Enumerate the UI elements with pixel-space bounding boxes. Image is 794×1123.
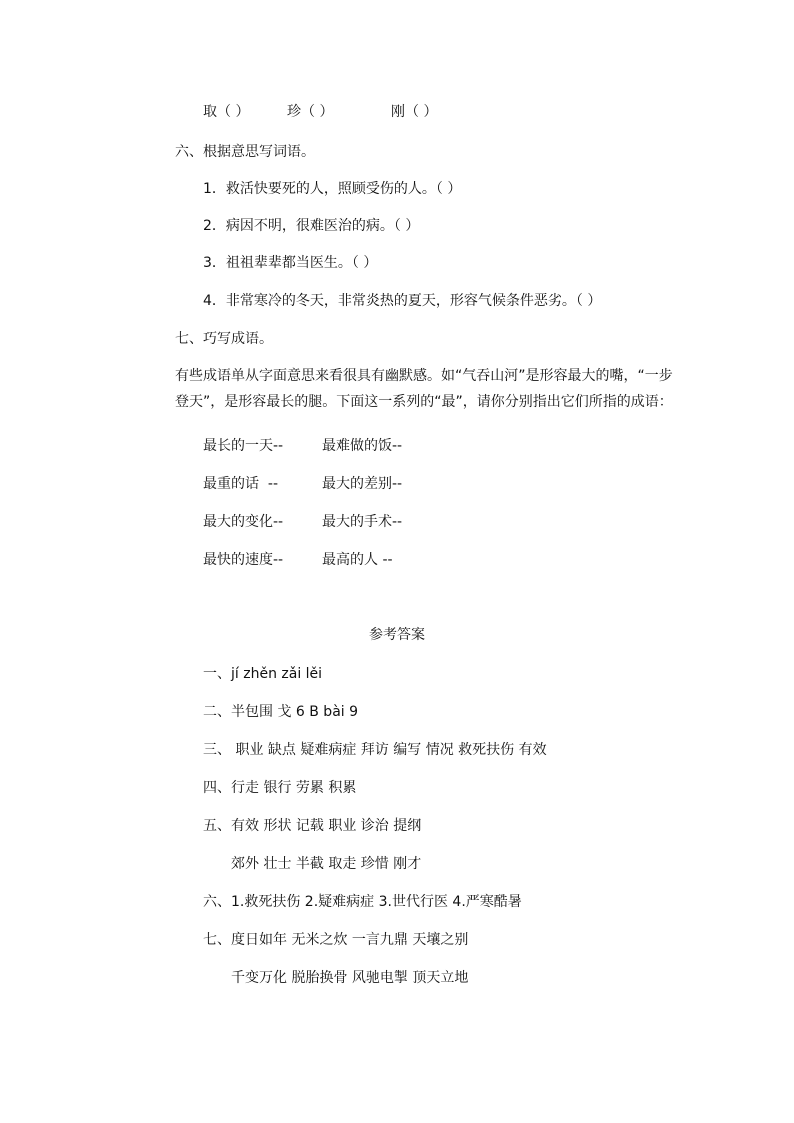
idiom-row-3 [203,513,403,531]
answer-line-6: 郊外 壮士 半截 取走 珍惜 刚才 [231,856,422,872]
fill-in-gang: 刚（ ） [391,104,438,120]
answers-title: 参考答案 [369,627,425,643]
idiom-prompt: 最大的手术-- [322,514,403,530]
fill-in-qu: 取（ ） [203,104,250,120]
idiom-row-1 [203,437,403,455]
answer-line-8: 七、度日如年 无米之炊 一言九鼎 天壤之别 [203,932,469,948]
section6-item-3: 3．祖祖辈辈都当医生。（ ） [203,255,378,271]
fill-in-zhen: 珍（ ） [287,104,334,120]
answer-line-4: 四、行走 银行 劳累 积累 [203,780,357,796]
section7-paragraph: 有些成语单从字面意思来看很具有幽默感。如“气吞山河”是形容最大的嘴，“一步登天”，是形容最长的腿。下面这一系列的“最”，请你分别指出它们所指的成语： [175,368,673,410]
idiom-prompt: 最大的变化-- [203,514,284,530]
answer-line-9: 千变万化 脱胎换骨 风驰电掣 顶天立地 [231,970,469,986]
section6-item-2: 2．病因不明，很难医治的病。（ ） [203,218,420,234]
answer-line-1: 一、jí zhěn zǎi lěi [203,666,323,682]
answer-line-5: 五、有效 形状 记载 职业 诊治 提纲 [203,818,422,834]
idiom-row-2 [203,475,403,493]
answer-line-3: 三、 职业 缺点 疑难病症 拜访 编写 情况 救死扶伤 有效 [203,742,547,758]
idiom-prompt: 最快的速度-- [203,552,284,568]
idiom-row-4 [203,551,393,569]
section6-item-4: 4．非常寒冷的冬天，非常炎热的夏天，形容气候条件恶劣。（ ） [203,293,602,309]
fill-in-line [203,103,438,121]
idiom-prompt: 最难做的饭-- [322,438,403,454]
section6-heading: 六、根据意思写词语。 [175,144,315,160]
idiom-prompt: 最高的人 -- [322,552,393,568]
section7-heading: 七、巧写成语。 [175,331,273,347]
idiom-prompt: 最长的一天-- [203,438,284,454]
answer-line-7: 六、1.救死扶伤 2.疑难病症 3.世代行医 4.严寒酷暑 [203,894,522,910]
idiom-prompt: 最大的差别-- [322,476,403,492]
idiom-prompt: 最重的话 -- [203,476,279,492]
answer-line-2: 二、半包围 戈 6 B bài 9 [203,704,359,720]
section6-item-1: 1．救活快要死的人，照顾受伤的人。（ ） [203,181,462,197]
